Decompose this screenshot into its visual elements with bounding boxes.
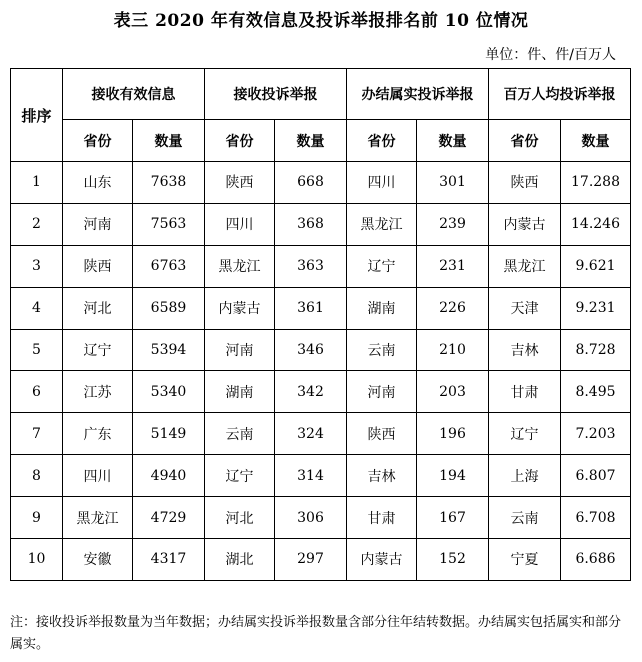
table-row xyxy=(11,497,631,539)
table-row xyxy=(11,413,631,455)
count-cell: 5149 xyxy=(133,413,205,455)
province-cell: 吉林 xyxy=(489,329,561,371)
count-cell: 668 xyxy=(275,162,347,204)
province-cell: 甘肃 xyxy=(489,371,561,413)
count-header: 数量 xyxy=(133,120,205,162)
count-cell: 203 xyxy=(417,371,489,413)
province-cell: 云南 xyxy=(205,413,275,455)
group-header-per-million: 百万人均投诉举报 xyxy=(489,69,631,120)
province-cell: 黑龙江 xyxy=(205,245,275,287)
province-cell: 黑龙江 xyxy=(347,203,417,245)
count-header: 数量 xyxy=(417,120,489,162)
count-cell: 196 xyxy=(417,413,489,455)
count-cell: 8.728 xyxy=(561,329,631,371)
rank-cell: 3 xyxy=(11,245,63,287)
group-header-verified-complaints: 办结属实投诉举报 xyxy=(347,69,489,120)
province-cell: 内蒙古 xyxy=(489,203,561,245)
count-cell: 342 xyxy=(275,371,347,413)
count-cell: 6.807 xyxy=(561,455,631,497)
province-cell: 云南 xyxy=(489,497,561,539)
province-cell: 辽宁 xyxy=(63,329,133,371)
province-cell: 江苏 xyxy=(63,371,133,413)
count-cell: 6763 xyxy=(133,245,205,287)
province-cell: 河南 xyxy=(205,329,275,371)
province-cell: 内蒙古 xyxy=(347,539,417,581)
count-cell: 5394 xyxy=(133,329,205,371)
province-header: 省份 xyxy=(205,120,275,162)
province-cell: 湖南 xyxy=(347,287,417,329)
province-cell: 云南 xyxy=(347,329,417,371)
province-header: 省份 xyxy=(347,120,417,162)
province-cell: 黑龙江 xyxy=(63,497,133,539)
count-cell: 368 xyxy=(275,203,347,245)
footnote: 注：接收投诉举报数量为当年数据；办结属实投诉举报数量含部分往年结转数据。办结属实包括属实和部分属实。 xyxy=(10,615,622,652)
rank-cell: 2 xyxy=(11,203,63,245)
province-cell: 甘肃 xyxy=(347,497,417,539)
count-cell: 324 xyxy=(275,413,347,455)
count-cell: 346 xyxy=(275,329,347,371)
group-header-received-info: 接收有效信息 xyxy=(63,69,205,120)
count-header: 数量 xyxy=(275,120,347,162)
rank-cell: 10 xyxy=(11,539,63,581)
count-cell: 314 xyxy=(275,455,347,497)
province-cell: 安徽 xyxy=(63,539,133,581)
rank-cell: 5 xyxy=(11,329,63,371)
province-cell: 辽宁 xyxy=(489,413,561,455)
group-header-received-complaints: 接收投诉举报 xyxy=(205,69,347,120)
count-cell: 7.203 xyxy=(561,413,631,455)
count-cell: 5340 xyxy=(133,371,205,413)
province-cell: 陕西 xyxy=(347,413,417,455)
count-cell: 239 xyxy=(417,203,489,245)
rank-cell: 8 xyxy=(11,455,63,497)
count-cell: 9.231 xyxy=(561,287,631,329)
province-cell: 四川 xyxy=(347,162,417,204)
province-cell: 四川 xyxy=(205,203,275,245)
table-title: 表三 2020 年有效信息及投诉举报排名前 10 位情况 xyxy=(113,11,529,31)
rank-header: 排序 xyxy=(11,69,63,162)
province-cell: 河北 xyxy=(63,287,133,329)
province-cell: 吉林 xyxy=(347,455,417,497)
rank-cell: 6 xyxy=(11,371,63,413)
province-cell: 宁夏 xyxy=(489,539,561,581)
count-cell: 8.495 xyxy=(561,371,631,413)
count-cell: 210 xyxy=(417,329,489,371)
count-cell: 167 xyxy=(417,497,489,539)
province-cell: 陕西 xyxy=(63,245,133,287)
table-row xyxy=(11,329,631,371)
count-cell: 226 xyxy=(417,287,489,329)
table-body xyxy=(11,162,631,581)
count-cell: 363 xyxy=(275,245,347,287)
rank-cell: 4 xyxy=(11,287,63,329)
count-cell: 17.288 xyxy=(561,162,631,204)
province-cell: 湖南 xyxy=(205,371,275,413)
province-cell: 山东 xyxy=(63,162,133,204)
province-header: 省份 xyxy=(63,120,133,162)
rank-cell: 9 xyxy=(11,497,63,539)
count-header: 数量 xyxy=(561,120,631,162)
province-cell: 陕西 xyxy=(489,162,561,204)
count-cell: 361 xyxy=(275,287,347,329)
rank-cell: 1 xyxy=(11,162,63,204)
count-cell: 231 xyxy=(417,245,489,287)
count-cell: 7563 xyxy=(133,203,205,245)
table-row xyxy=(11,203,631,245)
table-row xyxy=(11,371,631,413)
count-cell: 6.686 xyxy=(561,539,631,581)
province-cell: 四川 xyxy=(63,455,133,497)
province-cell: 上海 xyxy=(489,455,561,497)
count-cell: 4940 xyxy=(133,455,205,497)
province-cell: 陕西 xyxy=(205,162,275,204)
count-cell: 152 xyxy=(417,539,489,581)
table-row xyxy=(11,245,631,287)
count-cell: 9.621 xyxy=(561,245,631,287)
province-cell: 天津 xyxy=(489,287,561,329)
province-cell: 河北 xyxy=(205,497,275,539)
count-cell: 297 xyxy=(275,539,347,581)
count-cell: 301 xyxy=(417,162,489,204)
count-cell: 306 xyxy=(275,497,347,539)
province-cell: 辽宁 xyxy=(347,245,417,287)
province-cell: 河南 xyxy=(63,203,133,245)
table-row xyxy=(11,162,631,204)
count-cell: 4729 xyxy=(133,497,205,539)
table-row xyxy=(11,455,631,497)
count-cell: 6589 xyxy=(133,287,205,329)
province-cell: 辽宁 xyxy=(205,455,275,497)
unit-label: 单位：件、件/百万人 xyxy=(485,47,616,63)
ranking-table xyxy=(10,68,631,581)
province-cell: 广东 xyxy=(63,413,133,455)
rank-cell: 7 xyxy=(11,413,63,455)
province-cell: 黑龙江 xyxy=(489,245,561,287)
province-cell: 内蒙古 xyxy=(205,287,275,329)
count-cell: 7638 xyxy=(133,162,205,204)
table-row xyxy=(11,539,631,581)
count-cell: 6.708 xyxy=(561,497,631,539)
province-cell: 湖北 xyxy=(205,539,275,581)
count-cell: 14.246 xyxy=(561,203,631,245)
table-row xyxy=(11,287,631,329)
count-cell: 4317 xyxy=(133,539,205,581)
province-cell: 河南 xyxy=(347,371,417,413)
province-header: 省份 xyxy=(489,120,561,162)
count-cell: 194 xyxy=(417,455,489,497)
